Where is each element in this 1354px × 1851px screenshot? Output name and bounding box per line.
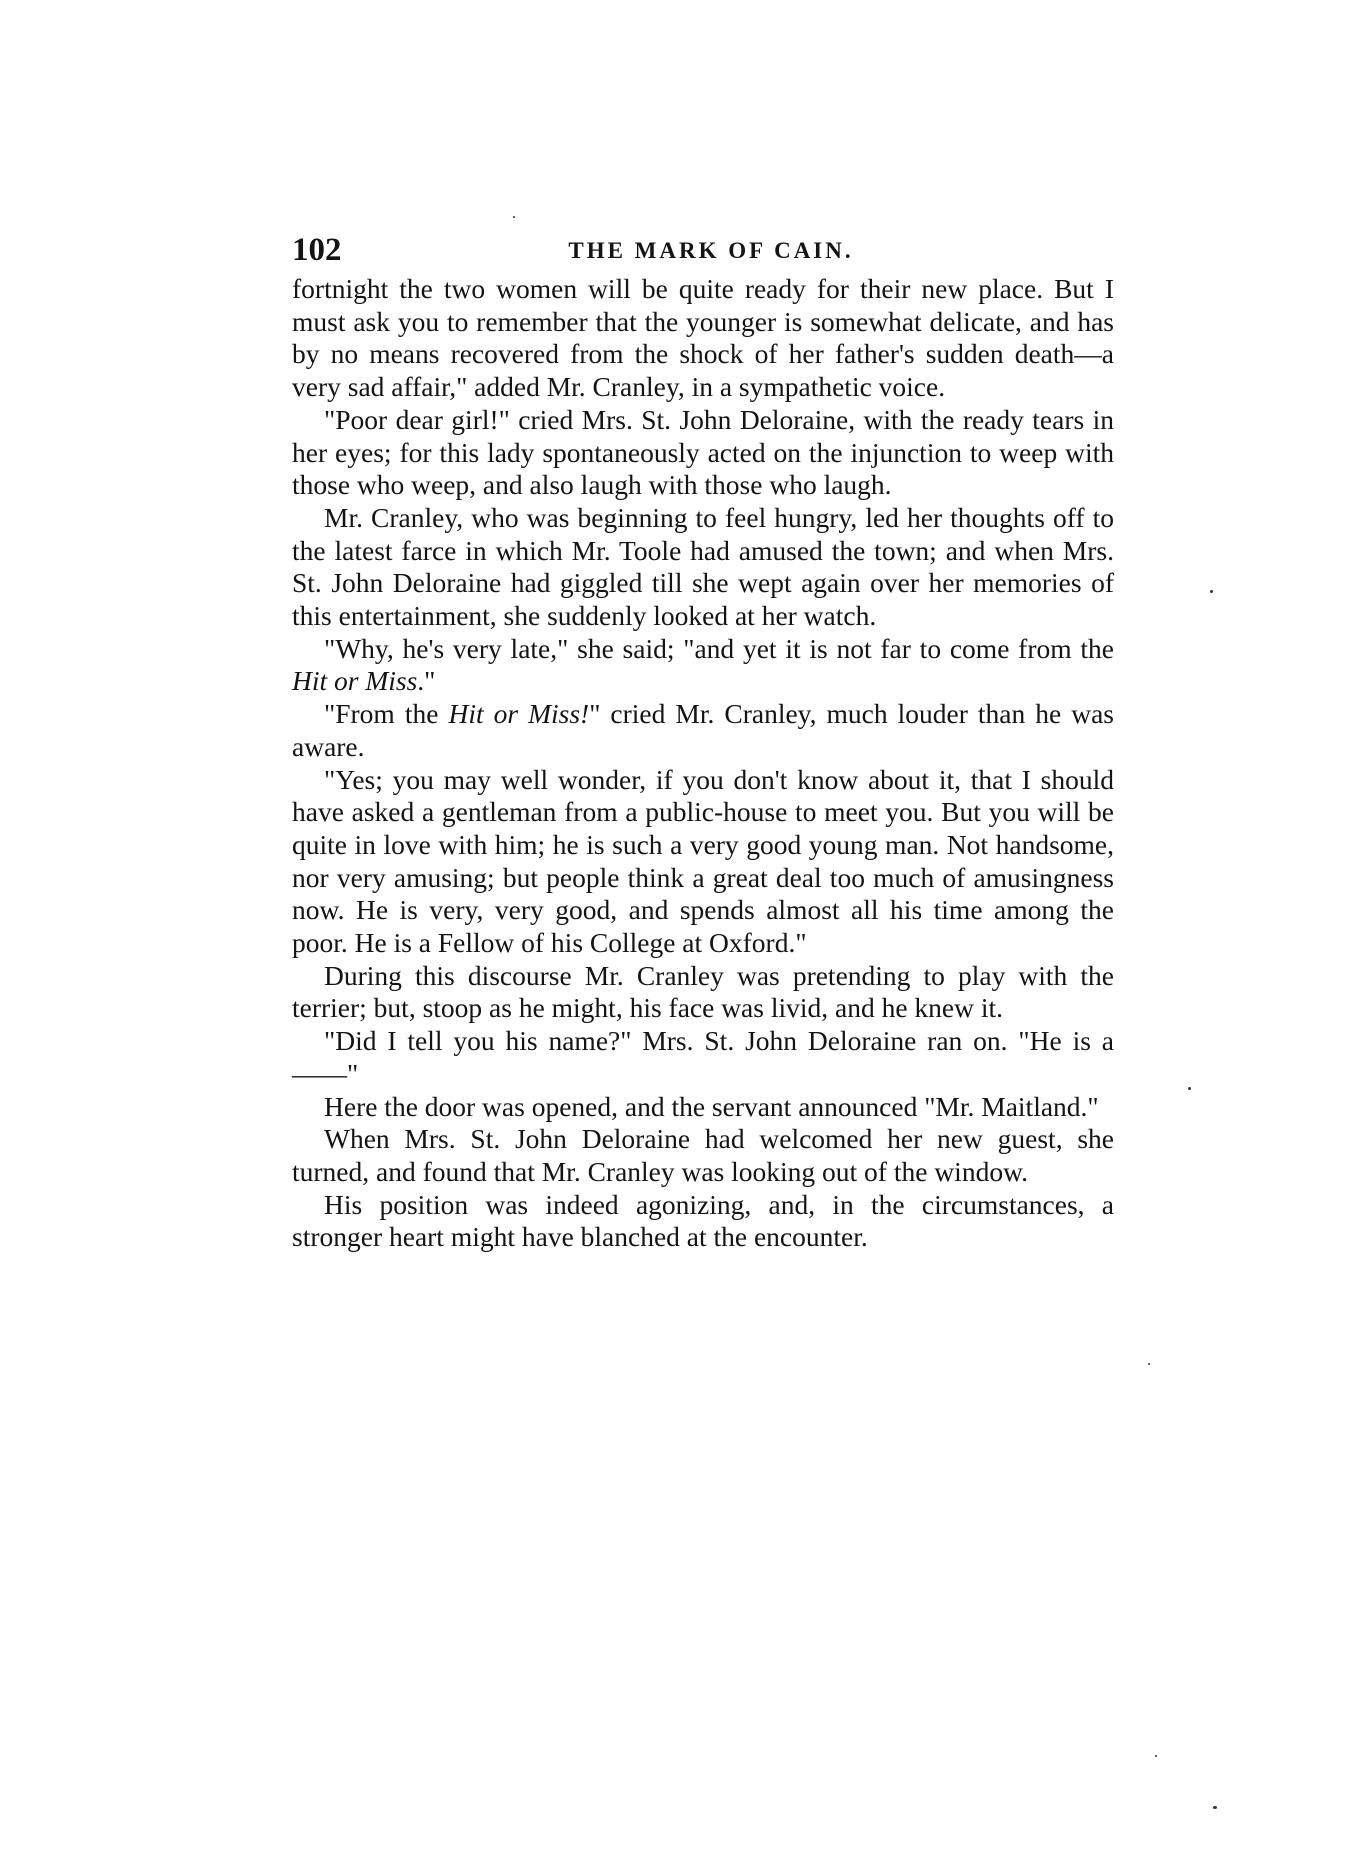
print-speck [1148, 1363, 1150, 1365]
paragraph: "Did I tell you his name?" Mrs. St. John Deloraine ran on. "He is a——" [292, 1025, 1114, 1089]
page-header [292, 232, 1114, 272]
paragraph: fortnight the two women will be quite ready for their new place. But I must ask you to remember that the younger is somewhat delicate, and has by no means recovered from the shock of her father's sudden death—a very sad affair," added Mr. Cranley, in a sympathetic voice. [292, 273, 1114, 403]
paragraph: When Mrs. St. John Deloraine had welcomed her new guest, she turned, and found that Mr. Cranley was looking out of the window. [292, 1123, 1114, 1187]
running-title: THE MARK OF CAIN. [568, 238, 854, 263]
paragraph-text: "From the [324, 698, 449, 730]
print-speck [1155, 1755, 1157, 1757]
paragraph-text: "Why, he's very late," she said; "and yet it is not far to come from the [324, 632, 1114, 664]
paragraph-text: " cried Mr. Cranley, much louder than he was aware. [292, 698, 1115, 762]
paragraph [292, 698, 1114, 763]
paragraph [292, 633, 1114, 698]
paragraph-italic: Hit or Miss [292, 665, 418, 697]
page-number: 102 [292, 232, 342, 268]
paragraph: His position was indeed agonizing, and, in the circumstances, a stronger heart might have blanched at the encounter. [292, 1188, 1114, 1253]
print-speck [1210, 590, 1213, 593]
paragraph-text: ." [417, 665, 436, 697]
paragraph-italic: Hit or Miss! [448, 698, 590, 730]
paragraph: During this discourse Mr. Cranley was pretending to play with the terrier; but, stoop as he might, his face was livid, and he knew it. [292, 959, 1114, 1024]
paragraph: Here the door was opened, and the servant announced "Mr. Maitland." [324, 1090, 1099, 1122]
print-speck [1188, 1087, 1191, 1090]
paragraph: Mr. Cranley, who was beginning to feel hungry, led her thoughts off to the latest farce in which Mr. Toole had amused the town; and when Mrs. St. John Deloraine had giggled till she wept again over her memories of this entertainment, she suddenly looked at her watch. [292, 501, 1114, 632]
print-speck [1213, 1806, 1217, 1809]
body-text [292, 273, 1114, 1254]
paragraph: "Yes; you may well wonder, if you don't know about it, that I should have asked a gentleman from a public-house to meet you. But you will be quite in love with him; he is such a very good young man. Not handsome, nor very amusing; but people think a great deal too much of amusingness now. He is very, very good, and spends almost all his time among the poor. He is a Fellow of his College at Oxford." [292, 763, 1114, 959]
paragraph: "Poor dear girl!" cried Mrs. St. John Deloraine, with the ready tears in her eyes; for this lady spontaneously acted on the injunction to weep with those who weep, and also laugh with those who laugh. [292, 403, 1114, 501]
print-speck [513, 216, 515, 218]
